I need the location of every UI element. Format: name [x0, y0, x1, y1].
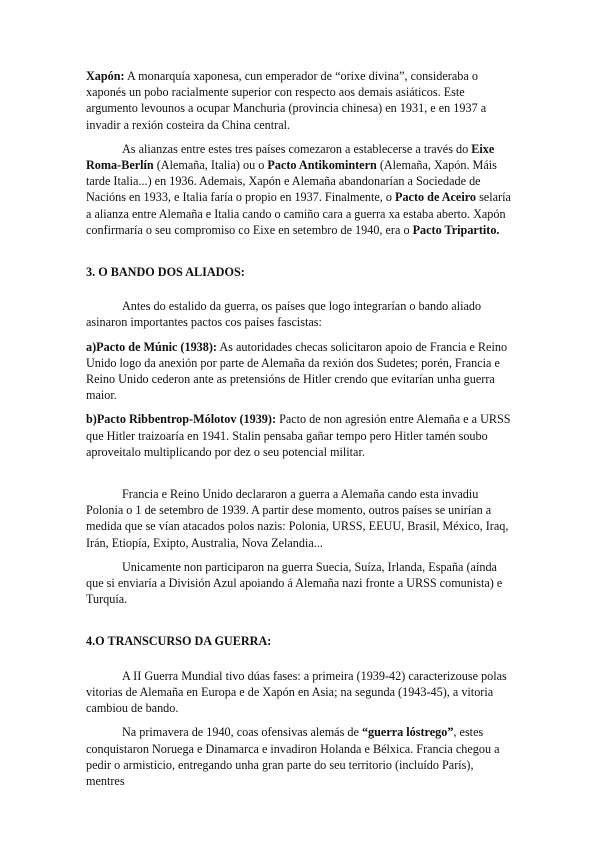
paragraph-alliances [86, 141, 514, 238]
paragraph-pacts-intro: Antes do estalido da guerra, os países que logo integrarían o bando aliado asinaron importantes pactos cos países fascistas: [86, 299, 482, 330]
paragraph-text: selaría a alianza entre Alemaña e Italia cando o camiño cara a guerra xa estaba aberto. Xapón confirmaría o seu compromiso co Eixe en setembro de 1940, era o [86, 190, 511, 237]
paragraph-japan [86, 68, 514, 133]
paragraph-text: , estes conquistaron Noruega e Dinamarca e invadiron Holanda e Bélxica. Francia chegou a pedir o armisticio, entregando unha gran parte do seu territorio (incluído París), mentres [86, 725, 500, 788]
paragraph-neutral-countries: Unicamente non participaron na guerra Suecia, Suíza, Irlanda, España (aínda que si enviaría a División Azul apoiando á Alemaña nazi fronte a URSS comunista) e Turquía. [86, 559, 503, 607]
bold-term: a)Pacto de Múnic (1938): [86, 339, 217, 354]
bold-term: Eixe Roma-Berlín [86, 141, 495, 173]
section-heading-allies: 3. O BANDO DOS ALIADOS: [86, 265, 245, 280]
paragraph-text: As autoridades checas solicitaron apoio de Francia e Reino Unido logo da anexión por parte de Alemaña da rexión dos Sudetes; porén, Francia e Reino Unido cederon ante as pretensións de Hitler crendo que evitarían unha guerra maior. [86, 339, 508, 403]
bold-term: Pacto Tripartito. [412, 222, 500, 237]
bold-term: Xapón: [86, 69, 125, 83]
paragraph-text: (Alemaña, Italia) ou o [153, 158, 268, 173]
paragraph-text: (Alemaña, Xapón. Máis tarde Italia...) en 1936. Ademais, Xapón e Alemaña abandonarían a Sociedade de Nacións en 1933, e Italia faría o propio en 1937. Finalmente, o [86, 158, 497, 205]
paragraph-text: Pacto de non agresión entre Alemaña e a URSS que Hitler traizoaría en 1941. Stalin pensaba gañar tempo pero Hitler tamén soubo aproveitalo multiplicando por dez o seu potencial militar. [86, 412, 511, 459]
paragraph-text: Na primavera de 1940, coas ofensivas alemás de [122, 725, 362, 740]
bold-term: Pacto de Aceiro [395, 190, 477, 205]
paragraph-war-phases: A II Guerra Mundial tivo dúas fases: a primeira (1939-42) caracterizouse polas vitorias de Alemaña en Europa e de Xapón en Asia; na segunda (1943-45), a vitoria cambiou de bando. [86, 668, 507, 716]
paragraph-munich-pact [86, 339, 514, 404]
bold-term: b)Pacto Ribbentrop-Mólotov (1939): [86, 412, 277, 427]
paragraph-blitzkrieg [86, 724, 514, 789]
document-page [86, 68, 514, 789]
section-heading-course-of-war: 4.O TRANSCURSO DA GUERRA: [86, 634, 272, 649]
bold-term: Pacto Antikomintern [267, 158, 377, 173]
paragraph-ribbentrop-pact [86, 411, 514, 460]
bold-term: “guerra lóstrego” [361, 725, 454, 740]
paragraph-text: A monarquía xaponesa, cun emperador de “orixe divina”, consideraba o xaponés un pobo racialmente superior con respecto aos demais asiáticos. Este argumento levounos a ocupar Manchuria (provincia chinesa) en 1931, e en 1937 a invadir a rexión costeira da China central. [86, 69, 487, 132]
paragraph-war-declaration: Francia e Reino Unido declararon a guerra a Alemaña cando esta invadiu Polonia o 1 de setembro de 1939. A partir dese momento, outros países se unirían a medida que se vían atacados polos nazis: Polonia, URSS, EEUU, Brasil, México, Iraq, Irán, Etiopía, Exipto, Australia, Nova Zelandia... [86, 487, 509, 550]
paragraph-text: As alianzas entre estes tres países comezaron a establecerse a través do [122, 141, 472, 156]
